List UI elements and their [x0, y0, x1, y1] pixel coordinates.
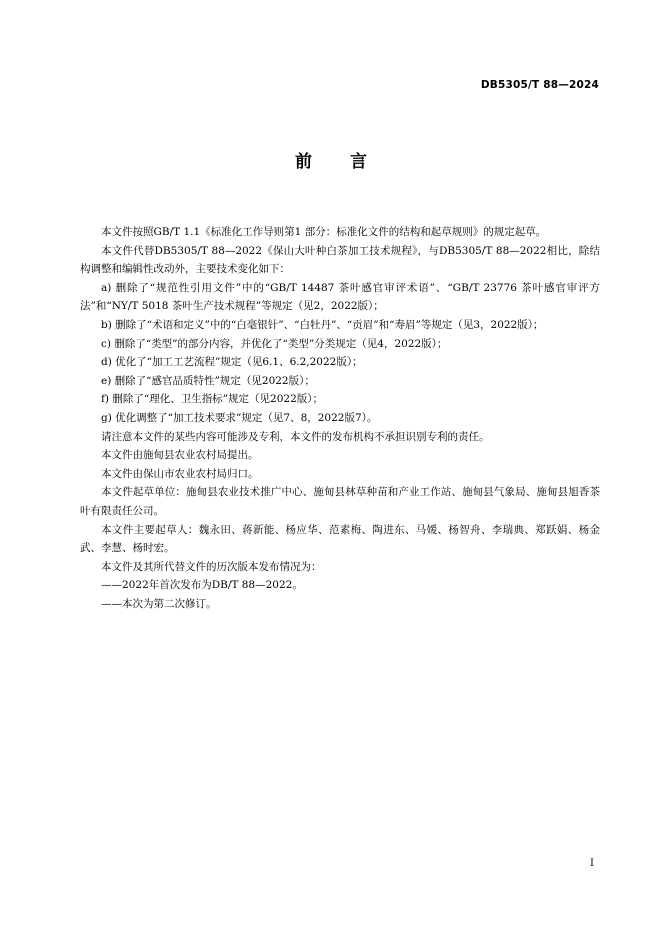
change-item-g: g) 优化调整了“加工技术要求”规定（见7、8，2022版7）。 — [101, 411, 378, 424]
change-item-c: c) 删除了“类型”的部分内容，并优化了“类型”分类规定（见4，2022版）； — [101, 337, 448, 350]
paragraph-managed-by: 本文件由保山市农业农村局归口。 — [101, 467, 259, 480]
page-number: I — [590, 858, 594, 869]
history-item-second: ——本次为第二次修订。 — [101, 597, 217, 610]
document-code: DB5305/T 88—2024 — [480, 79, 599, 91]
paragraph-drafting-rules: 本文件按照GB/T 1.1《标准化工作导则第1 部分：标准化文件的结构和起草规则》的规定起草。 — [101, 226, 547, 238]
foreword-body — [80, 223, 600, 613]
paragraph-patent-notice: 请注意本文件的某些内容可能涉及专利，本文件的发布机构不承担识别专利的责任。 — [101, 430, 490, 443]
paragraph-drafting-units: 本文件起草单位：施甸县农业技术推广中心、施甸县林草种苗和产业工作站、施甸县气象局、施甸县旭香茶叶有限责任公司。 — [80, 486, 600, 517]
page-title: 前言 — [295, 152, 405, 172]
change-item-e: e) 删除了“感官品质特性”规定（见2022版）； — [101, 374, 315, 387]
paragraph-drafters: 本文件主要起草人：魏永田、蒋新能、杨应华、范素梅、陶进东、马媛、杨智舟、李瑞典、郑跃娟、杨金武、李慧、杨时宏。 — [80, 523, 600, 555]
history-item-first: ——2022年首次发布为DB/T 88—2022。 — [101, 579, 303, 592]
paragraph-history-intro: 本文件及其所代替文件的历次版本发布情况为： — [101, 560, 322, 573]
change-item-f: f) 删除了“理化、卫生指标”规定（见2022版）； — [101, 393, 324, 406]
paragraph-replacement: 本文件代替DB5305/T 88—2022《保山大叶种白茶加工技术规程》，与DB5305/T 88—2022相比，除结构调整和编辑性改动外，主要技术变化如下： — [80, 244, 600, 276]
change-item-b: b) 删除了“术语和定义”中的“白毫银针”、“白牡丹”、“贡眉”和“寿眉”等规定（见3，2022版）； — [101, 318, 544, 331]
paragraph-proposed-by: 本文件由施甸县农业农村局提出。 — [101, 449, 259, 462]
change-item-a: a) 删除了“规范性引用文件”中的“GB/T 14487 茶叶感官审评术语”、“GB/T 23776 茶叶感官审评方法”和“NY/T 5018 茶叶生产技术规程”等规定（见2，2022版）； — [80, 281, 600, 313]
change-item-d: d) 优化了“加工工艺流程”规定（见6.1、6.2,2022版）； — [101, 356, 363, 369]
